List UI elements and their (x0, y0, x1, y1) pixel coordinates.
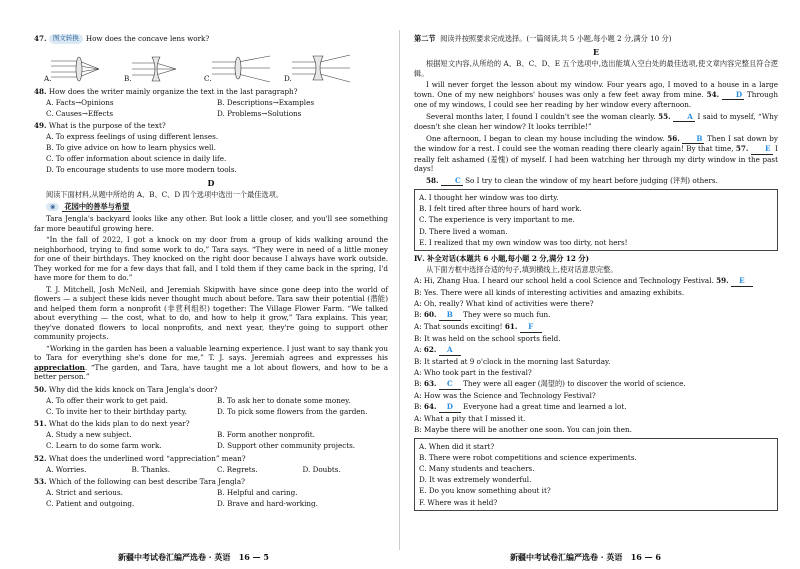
section-label: 第二节 (414, 34, 436, 43)
dialog-option-a: A. When did it start? (419, 441, 495, 451)
blank-58-number: 58. (426, 175, 439, 185)
q47-number: 47. (34, 34, 47, 43)
blank-56-number: 56. (667, 133, 680, 143)
dialog-blank-number: 61. (504, 322, 518, 332)
dialog-line (414, 334, 778, 344)
lens-option-c-label: C. (204, 74, 212, 83)
q53-options (34, 487, 388, 509)
question-53 (34, 477, 388, 509)
dialog-line (414, 322, 778, 333)
q52-option-b[interactable]: B. Thanks. (131, 464, 171, 474)
dialog-blank-answer[interactable]: B (439, 310, 461, 321)
blank-54-number: 54. (706, 89, 720, 99)
dialog-line (414, 357, 778, 367)
q52-option-d[interactable]: D. Doubts. (302, 464, 341, 474)
q48-option-d[interactable]: D. Problems→Solutions (217, 108, 302, 118)
lens-option-d[interactable] (284, 48, 364, 84)
box-e-option-b: B. I felt tired after three hours of hard work. (419, 204, 582, 214)
dialog-blank-answer[interactable]: F (520, 322, 542, 333)
q48-options (34, 96, 388, 118)
dialog-blank-number: 64. (424, 402, 437, 412)
dialog-line (414, 391, 778, 401)
dialog-option-f: F. Where was it held? (419, 497, 498, 507)
q51-option-b[interactable]: B. Form another nonprofit. (217, 430, 315, 440)
p3-text-c: I really felt ashamed (羞愧) of myself. I had been watching her through my dirty window in the past days! (414, 144, 778, 174)
dialog-option-d: D. It was extremely wonderful. (419, 475, 532, 485)
blank-54-answer[interactable]: D (722, 90, 744, 101)
diverging-lens-icon (132, 54, 194, 84)
q49-option-b[interactable]: B. To give advice on how to learn physics well. (46, 143, 216, 152)
passage-d-topic-label: 花园中的善举与希望 (64, 201, 130, 211)
dialog-post-text: Everyone had a great time and learned a lot. (463, 402, 627, 412)
right-footer (510, 552, 661, 563)
q47-stem: How does the concave lens work? (85, 34, 210, 43)
q48-option-c[interactable]: C. Causes→Effects (46, 108, 114, 118)
blank-55-answer[interactable]: A (673, 112, 695, 123)
question-48 (34, 87, 388, 119)
dialog-line (414, 310, 778, 321)
q52-option-a[interactable]: A. Worries. (46, 464, 87, 474)
dialog-blank-answer[interactable]: D (439, 402, 461, 413)
q53-number: 53. (34, 477, 47, 487)
passage-d-para-4-b: . “The garden, and Tara, have taught me a lot about flowers, and how to be a better person.” (34, 362, 388, 382)
dialog-option-e: E. Do you know something about it? (419, 486, 551, 496)
q51-stem: What do the kids plan to do next year? (48, 419, 190, 429)
dialog-blank-answer[interactable]: E (731, 276, 753, 287)
dialog-speaker-text: B: It was held on the school sports field. (414, 334, 561, 344)
question-51 (34, 419, 388, 451)
passage-d-para-4-a: “Working in the garden has been a valuable learning experience. I just want to say thank you to Tara for everything she's done for me,” T. J. says. Jeremiah agrees and expresses his (34, 343, 388, 363)
dialog-line (414, 379, 778, 390)
left-page-number: 16 — 5 (238, 552, 269, 563)
dialog-speaker-text: B: (414, 379, 422, 389)
dialog-line (414, 299, 778, 309)
passage-d-badge-icon: ❀ (46, 203, 59, 212)
right-footer-title: 新疆中考试卷汇编严选卷 · 英语 (510, 552, 623, 563)
converging-lens-icon (51, 54, 113, 84)
passage-d-para-1: Tara Jengla's backyard looks like any other. But look a little closer, and you'll see something far more beautiful growing here. (34, 214, 388, 233)
lens-option-c[interactable] (204, 48, 284, 84)
dialog-speaker-text: A: (414, 345, 422, 355)
section-instruction: 阅读并按照要求完成选择。(一篇阅读,共 5 小题,每小题 2 分,满分 10 分) (440, 34, 672, 43)
q49-options (34, 132, 388, 175)
dialog-line (414, 402, 778, 413)
p1-text-a: I will never forget the lesson about my window. Four years ago, I moved to a house in a large town. One of my new neighbors' houses was only a few feet away from mine. (414, 80, 778, 99)
blank-57-answer[interactable]: E (751, 144, 773, 155)
q51-options (34, 429, 388, 451)
passage-e-instruction: 根据短文内容,从所给的 A、B、C、D、E 五个选项中,选出能填入空白处的最佳选项,使文章内容完整且符合逻辑。 (414, 59, 778, 78)
dialog-line (414, 425, 778, 435)
q50-option-a[interactable]: A. To offer their work to get paid. (46, 395, 168, 405)
q51-number: 51. (34, 419, 47, 429)
dialog-line (414, 414, 778, 424)
p3-text-b: Then I sat down by the window for a rest. I could see the woman reading there clearly again! By that time, (414, 133, 778, 154)
p3-text-a: One afternoon, I began to clean my house including the window. (426, 133, 665, 143)
q53-stem: Which of the following can best describe Tara Jengla? (48, 477, 245, 487)
p2-text-a: Several months later, I found I couldn't see the woman clearly. (426, 111, 656, 121)
section-heading (414, 34, 778, 44)
q50-option-d[interactable]: D. To pick some flowers from the garden. (217, 406, 368, 416)
passage-d-topic (34, 202, 388, 213)
options-box-dialog (414, 438, 778, 511)
part-4-instruction: 从下面方框中选择合适的句子,填到横线上,使对话意思完整。 (426, 265, 618, 275)
q50-number: 50. (34, 384, 47, 394)
q51-option-c[interactable]: C. Learn to do some farm work. (46, 441, 162, 451)
passage-e-para-4 (414, 176, 778, 187)
dialog-speaker-text: A: Hi, Zhang Hua. I heard our school held a cool Science and Technology Festival. (414, 276, 714, 286)
dialog-post-text: They were so much fun. (463, 310, 551, 320)
dialog-blank-number: 59. (716, 276, 729, 286)
dialog-option-b: B. There were robot competitions and science experiments. (419, 452, 637, 462)
dialog-line (414, 288, 778, 298)
passage-d-para-3: T. J. Mitchell, Josh McNeil, and Jeremiah Skipwith have since gone deep into the world of flowers — a subject these kids never thought much about before. Tara saw their potential (潜能) and helped them form a nonprofit (非营利组织) together: The Village Flower Farm. “We talked about everything — the cost, what to do, and how to help it grow,” Tara explains. This year, they've donated flowers to local nonprofits, and next year, they're going to support other community projects. (34, 284, 388, 342)
q51-option-a[interactable]: A. Study a new subject. (46, 430, 132, 440)
dialog-speaker-text: B: Maybe there will be another one soon. You can join then. (414, 425, 632, 435)
q53-option-d[interactable]: D. Brave and hard-working. (217, 499, 318, 509)
lens-options (34, 48, 388, 84)
passage-e-para-2 (414, 112, 778, 132)
question-50 (34, 385, 388, 417)
dialog-speaker-text: A: That sounds exciting! (414, 322, 503, 332)
question-47 (34, 34, 388, 44)
passage-d-para-2: “In the fall of 2022, I got a knock on my door from a group of kids walking around the neighborhood, trying to find some work to do,” Tara says. “They were in need of a little money for one of their birthdays. They knocked on the right door because I always have work outside. They worked for me for a few days that fall, and I told them if they came back in the spring, I'd have more for them to do.” (34, 235, 388, 283)
lens-option-a-label: A. (44, 74, 52, 83)
question-49 (34, 121, 388, 175)
lens-option-b-label: B. (124, 74, 132, 83)
q50-stem: Why did the kids knock on Tara Jengla's door? (48, 384, 218, 394)
q48-number: 48. (34, 86, 47, 96)
q52-stem: What does the underlined word “appreciation” mean? (48, 453, 246, 463)
q50-option-b[interactable]: B. To ask her to donate some money. (217, 395, 351, 405)
box-e-option-a: A. I thought her window was too dirty. (419, 193, 559, 203)
dialog-line (414, 345, 778, 356)
dialog-speaker-text: B: Yes. There were all kinds of interesting activities and amazing exhibits. (414, 288, 685, 298)
passage-e-letter: E (592, 46, 600, 57)
right-page-number: 16 — 6 (630, 552, 661, 563)
q52-number: 52. (34, 453, 47, 463)
left-footer (118, 552, 269, 563)
dialog-blank-number: 62. (423, 345, 437, 355)
q47-badge: 图文转换 (49, 34, 83, 44)
p4-text: So I try to clean the window of my heart before judging (评判) others. (465, 175, 718, 185)
blank-56-answer[interactable]: B (682, 134, 704, 145)
passage-d-instruction: 阅读下面材料,从题中所给的 A、B、C、D 四个选项中选出一个最佳选项。 (46, 190, 284, 200)
q49-stem: What is the purpose of the text? (48, 121, 166, 130)
underlined-word: appreciation (34, 362, 85, 372)
lens-option-b[interactable] (124, 48, 204, 84)
dialog-blank-answer[interactable]: A (439, 345, 461, 356)
q48-option-b[interactable]: B. Descriptions→Examples (217, 97, 315, 107)
blank-57-number: 57. (735, 144, 749, 154)
dialog-speaker-text: B: It started at 9 o'clock in the morning last Saturday. (414, 357, 611, 367)
q53-option-b[interactable]: B. Helpful and caring. (217, 488, 298, 498)
dialog-line (414, 276, 778, 287)
box-e-option-d: D. There lived a woman. (419, 226, 508, 236)
passage-e-para-1 (414, 80, 778, 110)
q51-option-d[interactable]: D. Support other community projects. (217, 441, 356, 451)
dialog-option-c: C. Many students and teachers. (419, 464, 535, 474)
dialog-speaker-text: A: What a pity that I missed it. (414, 414, 526, 424)
dialog-line (414, 368, 778, 378)
passage-d-letter: D (207, 177, 215, 188)
dialog-speaker-text: A: How was the Science and Technology Festival? (414, 391, 596, 401)
p1-text-b: Through one of my windows, I could see her reading by her window every afternoon. (414, 89, 778, 110)
part-4-heading (414, 254, 778, 264)
q49-option-d[interactable]: D. To encourage students to use more modern tools. (46, 165, 237, 174)
concave-lens-icon (292, 54, 354, 84)
passage-d-para-4 (34, 344, 388, 382)
dialog-post-text: They were all eager (渴望的) to discover the world of science. (463, 379, 686, 389)
dialog-blank-number: 63. (424, 379, 437, 389)
options-box-e (414, 189, 778, 251)
q48-option-a[interactable]: A. Facts→Opinions (46, 97, 114, 107)
dialog-speaker-text: B: (414, 310, 422, 320)
q53-option-c[interactable]: C. Patient and outgoing. (46, 499, 135, 509)
spreading-lens-icon (212, 54, 274, 84)
dialog-speaker-text: A: Who took part in the festival? (414, 368, 532, 378)
right-page (400, 0, 800, 569)
blank-55-number: 55. (658, 111, 671, 121)
q49-option-a[interactable]: A. To express feelings of using different lenses. (46, 132, 219, 141)
passage-e-para-3 (414, 134, 778, 174)
q50-option-c[interactable]: C. To invite her to their birthday party. (46, 406, 187, 416)
blank-58-answer[interactable]: C (441, 176, 463, 187)
dialog-speaker-text: B: (414, 402, 422, 412)
left-footer-title: 新疆中考试卷汇编严选卷 · 英语 (118, 552, 231, 563)
q52-options (34, 465, 388, 475)
lens-option-d-label: D. (284, 74, 292, 83)
q50-options (34, 394, 388, 416)
dialog-speaker-text: A: Oh, really? What kind of activities were there? (414, 299, 594, 309)
lens-option-a[interactable] (44, 48, 124, 84)
q53-option-a[interactable]: A. Strict and serious. (46, 488, 123, 498)
part-4-title: Ⅳ. 补全对话(本题共 6 小题,每小题 2 分,满分 12 分) (414, 253, 589, 263)
q49-option-c[interactable]: C. To offer information about science in daily life. (46, 154, 227, 163)
dialog-blank-number: 60. (424, 310, 437, 320)
q48-stem: How does the writer mainly organize the text in the last paragraph? (48, 86, 298, 96)
dialog-blank-answer[interactable]: C (439, 379, 461, 390)
q52-option-c[interactable]: C. Regrets. (217, 464, 258, 474)
question-52 (34, 454, 388, 475)
box-e-option-e: E. I realized that my own window was too dirty, not hers! (419, 237, 628, 247)
q49-number: 49. (34, 121, 47, 130)
p2-text-b: I said to myself, “Why doesn't she clean her window? It looks terrible!” (414, 111, 778, 132)
box-e-option-c: C. The experience is very important to me. (419, 215, 575, 225)
dialog (414, 276, 778, 435)
